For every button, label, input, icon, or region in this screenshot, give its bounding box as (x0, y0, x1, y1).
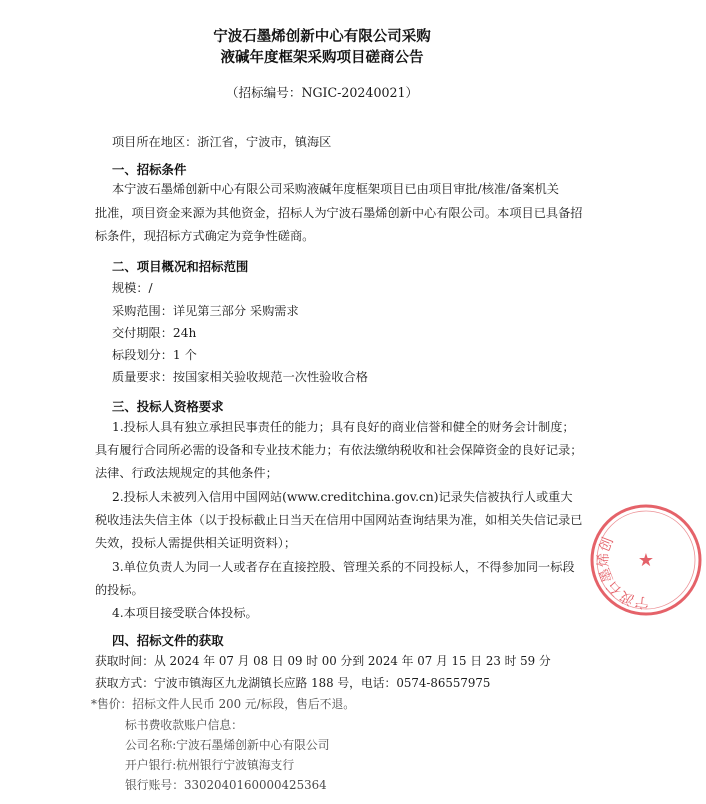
document-title-line1: 宁波石墨烯创新中心有限公司采购 (213, 29, 431, 45)
qualification-line: 1.投标人具有独立承担民事责任的能力；具有良好的商业信誉和健全的财务会计制度； (112, 420, 575, 434)
svg-text:宁波石墨烯创 (592, 531, 651, 614)
acquisition-method: 获取方式：宁波市镇海区九龙湖镇长应路 188 号，电话：0574-86557975 (95, 676, 491, 690)
scope-item: 规模：/ (112, 281, 153, 295)
scope-item: 交付期限：24h (112, 326, 197, 340)
qualification-line: 税收违法失信主体（以于投标截止日当天在信用中国网站查询结果为准，如相关失信记录已 (95, 513, 583, 527)
document-title-line2: 液碱年度框架采购项目磋商公告 (220, 50, 424, 66)
project-location: 项目所在地区：浙江省，宁波市，镇海区 (112, 135, 332, 149)
qualification-line: 4.本项目接受联合体投标。 (112, 606, 258, 620)
scope-item: 质量要求：按国家相关验收规范一次性验收合格 (112, 370, 368, 384)
svg-text:★: ★ (637, 550, 655, 571)
account-info-heading: 标书费收款账户信息： (125, 718, 243, 732)
company-seal (586, 500, 706, 620)
section-1-heading: 一、招标条件 (112, 162, 187, 177)
seal-text: 宁波石墨烯创 (595, 535, 650, 611)
scope-item: 采购范围：详见第三部分 采购需求 (112, 304, 299, 318)
section-3-heading: 三、投标人资格要求 (112, 399, 224, 414)
qualification-line: 法律、行政法规规定的其他条件； (95, 466, 278, 480)
section-1-line: 标条件，现招标方式确定为竞争性磋商。 (95, 229, 315, 243)
section-2-heading: 二、项目概况和招标范围 (112, 259, 249, 274)
acquisition-time: 获取时间：从 2024 年 07 月 08 日 09 时 00 分到 2024 年 07 月 15 日 23 时 59 分 (95, 654, 551, 668)
bid-number: （招标编号：NGIC-20240021） (225, 85, 419, 100)
account-number: 银行账号：3302040160000425364 (125, 778, 327, 792)
account-company: 公司名称:宁波石墨烯创新中心有限公司 (125, 738, 330, 752)
qualification-line: 具有履行合同所必需的设备和专业技术能力；有依法缴纳税收和社会保障资金的良好记录； (95, 443, 583, 457)
section-4-heading: 四、招标文件的获取 (112, 633, 224, 648)
qualification-line: 3.单位负责人为同一人或者存在直接控股、管理关系的不同投标人，不得参加同一标段 (112, 560, 575, 574)
scope-item: 标段划分：1 个 (112, 348, 197, 362)
section-1-line: 批准，项目资金来源为其他资金，招标人为宁波石墨烯创新中心有限公司。本项目已具备招 (95, 206, 583, 220)
document-price: *售价：招标文件人民币 200 元/标段，售后不退。 (91, 697, 356, 711)
qualification-line: 2.投标人未被列入信用中国网站(www.creditchina.gov.cn)记录失信被执行人或重大 (112, 490, 573, 504)
qualification-line: 失效，投标人需提供相关证明资料）； (95, 536, 297, 550)
qualification-line: 的投标。 (95, 583, 144, 597)
section-1-line: 本宁波石墨烯创新中心有限公司采购液碱年度框架项目已由项目审批/核准/备案机关 (112, 182, 559, 196)
account-bank: 开户银行:杭州银行宁波镇海支行 (125, 758, 295, 772)
